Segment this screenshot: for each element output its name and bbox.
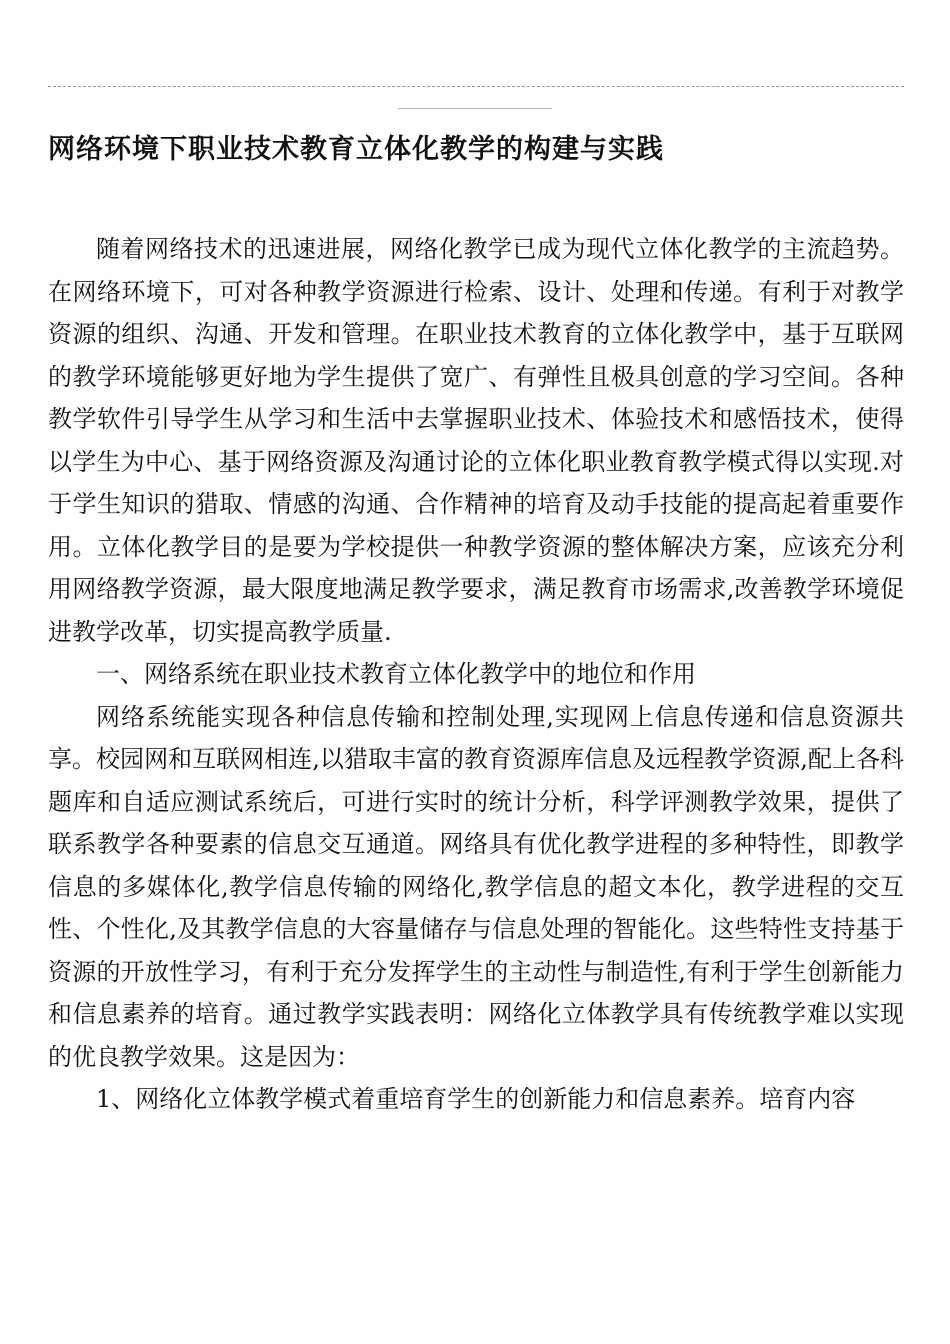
section-heading-1: 一、网络系统在职业技术教育立体化教学中的地位和作用 bbox=[96, 660, 696, 688]
document-body bbox=[48, 228, 904, 1121]
header-short-rule bbox=[398, 108, 552, 109]
header-dashed-rule bbox=[48, 86, 904, 87]
paragraph-section-1: 网络系统能实现各种信息传输和控制处理,实现网上信息传递和信息资源共享。校园网和互联网相连,以猎取丰富的教育资源库信息及远程教学资源,配上各科题库和自适应测试系统后，可进行实时的统计分析，科学评测教学效果，提供了联系教学各种要素的信息交互通道。网络具有优化教学进程的多种特性，即教学信息的多媒体化,教学信息传输的网络化,教学信息的超文本化，教学进程的交互性、个性化,及其教学信息的大容量储存与信息处理的智能化。这些特性支持基于资源的开放性学习，有利于充分发挥学生的主动性与制造性,有利于学生创新能力和信息素养的培育。通过教学实践表明：网络化立体教学具有传统教学难以实现的优良教学效果。这是因为： bbox=[48, 702, 904, 1071]
paragraph-intro: 随着网络技术的迅速进展，网络化教学已成为现代立体化教学的主流趋势。在网络环境下，可对各种教学资源进行检索、设计、处理和传递。有利于对教学资源的组织、沟通、开发和管理。在职业技术教育的立体化教学中，基于互联网的教学环境能够更好地为学生提供了宽广、有弹性且极具创意的学习空间。各种教学软件引导学生从学习和生活中去掌握职业技术、体验技术和感悟技术，使得以学生为中心、基于网络资源及沟通讨论的立体化职业教育教学模式得以实现.对于学生知识的猎取、情感的沟通、合作精神的培育及动手技能的提高起着重要作用。立体化教学目的是要为学校提供一种教学资源的整体解决方案，应该充分利用网络教学资源，最大限度地满足教学要求，满足教育市场需求,改善教学环境促进教学改革，切实提高教学质量. bbox=[48, 235, 904, 646]
document-title: 网络环境下职业技术教育立体化教学的构建与实践 bbox=[48, 134, 664, 165]
paragraph-item-1: 1、网络化立体教学模式着重培育学生的创新能力和信息素养。培育内容 bbox=[96, 1085, 856, 1113]
